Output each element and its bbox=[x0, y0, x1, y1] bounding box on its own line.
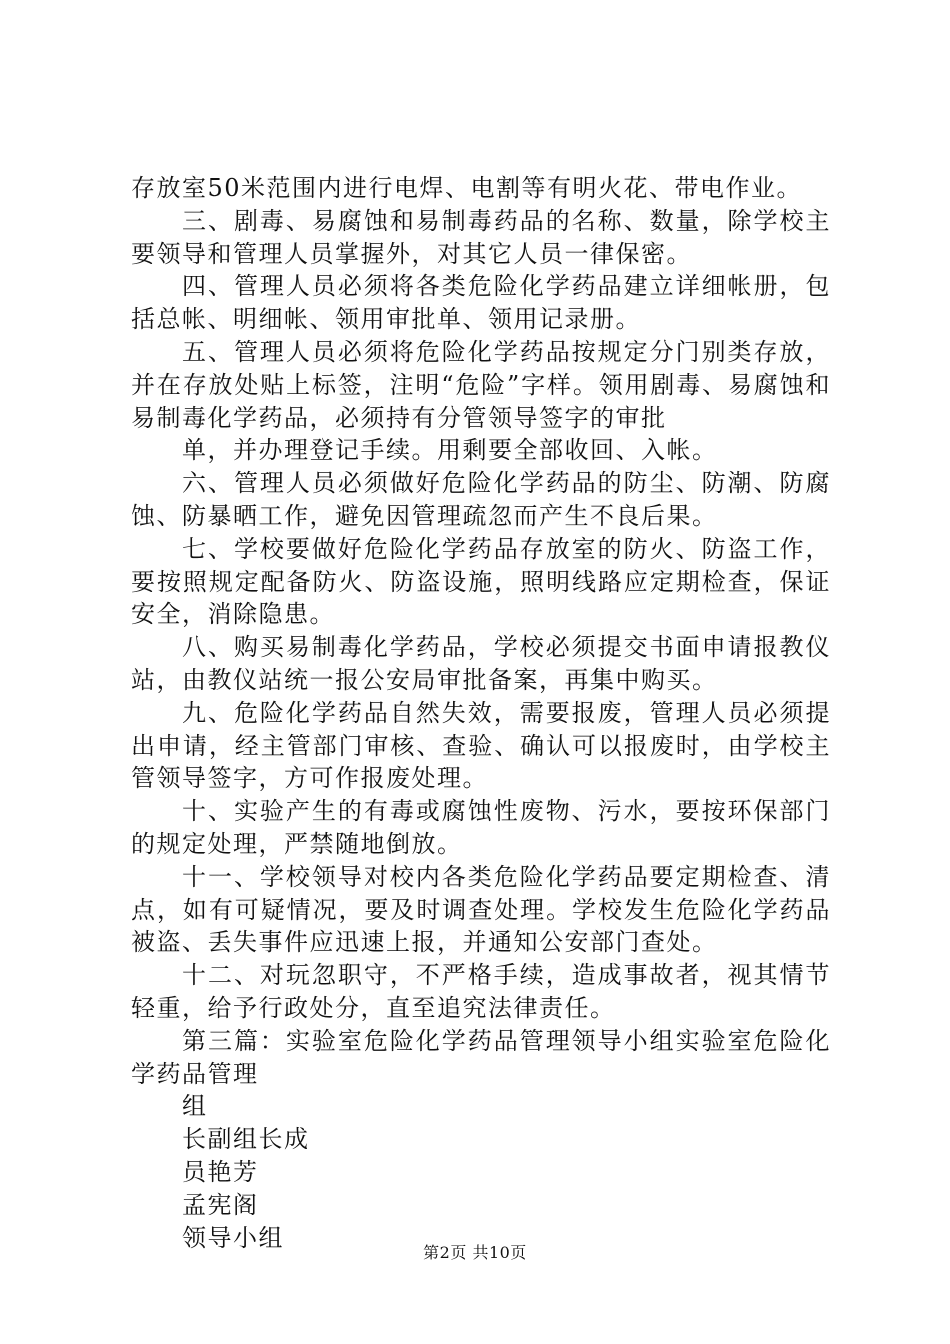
paragraph-item-10: 十、实验产生的有毒或腐蚀性废物、污水，要按环保部门的规定处理，严禁随地倒放。 bbox=[131, 797, 831, 858]
paragraph-item-5-continued: 单，并办理登记手续。用剩要全部收回、入帐。 bbox=[182, 436, 718, 465]
paragraph-item-5: 五、管理人员必须将危险化学药品按规定分门别类存放，并在存放处贴上标签，注明“危险”字样。领用剧毒、易腐蚀和易制毒化学药品，必须持有分管领导签字的审批 bbox=[131, 337, 831, 432]
paragraph-item-11: 十一、学校领导对校内各类危险化学药品要定期检查、清点，如有可疑情况，要及时调查处理。学校发生危险化学药品被盗、丢失事件应迅速上报，并通知公安部门查处。 bbox=[131, 862, 831, 957]
leadership-group-list bbox=[131, 1090, 831, 1254]
list-line: 员艳芳 bbox=[182, 1157, 259, 1186]
list-line: 组 bbox=[182, 1092, 208, 1121]
list-line: 长副组长成 bbox=[182, 1125, 310, 1154]
list-line: 领导小组 bbox=[182, 1223, 284, 1252]
paragraph-item-6: 六、管理人员必须做好危险化学药品的防尘、防潮、防腐蚀、防暴晒工作，避免因管理疏忽而产生不良后果。 bbox=[131, 469, 831, 530]
paragraph-item-9: 九、危险化学药品自然失效，需要报废，管理人员必须提出申请，经主管部门审核、查验、确认可以报废时，由学校主管领导签字，方可作报废处理。 bbox=[131, 698, 831, 793]
paragraph-continuation: 存放室50米范围内进行电焊、电割等有明火花、带电作业。 bbox=[131, 174, 803, 202]
section-heading: 第三篇：实验室危险化学药品管理领导小组实验室危险化学药品管理 bbox=[131, 1026, 831, 1088]
paragraph-item-4: 四、管理人员必须将各类危险化学药品建立详细帐册，包括总帐、明细帐、领用审批单、领用记录册。 bbox=[131, 272, 831, 334]
paragraph-item-3: 三、剧毒、易腐蚀和易制毒药品的名称、数量，除学校主要领导和管理人员掌握外，对其它人员一律保密。 bbox=[131, 206, 831, 268]
document-body bbox=[131, 172, 831, 1254]
paragraph-item-7: 七、学校要做好危险化学药品存放室的防火、防盗工作，要按照规定配备防火、防盗设施，照明线路应定期检查，保证安全，消除隐患。 bbox=[131, 534, 831, 629]
list-line: 孟宪阁 bbox=[182, 1190, 259, 1219]
page-number-footer: 第2页 共10页 bbox=[423, 1243, 527, 1262]
paragraph-item-8: 八、购买易制毒化学药品，学校必须提交书面申请报教仪站，由教仪站统一报公安局审批备案，再集中购买。 bbox=[131, 633, 831, 694]
paragraph-item-12: 十二、对玩忽职守，不严格手续，造成事故者，视其情节轻重，给予行政处分，直至追究法律责任。 bbox=[131, 961, 831, 1022]
